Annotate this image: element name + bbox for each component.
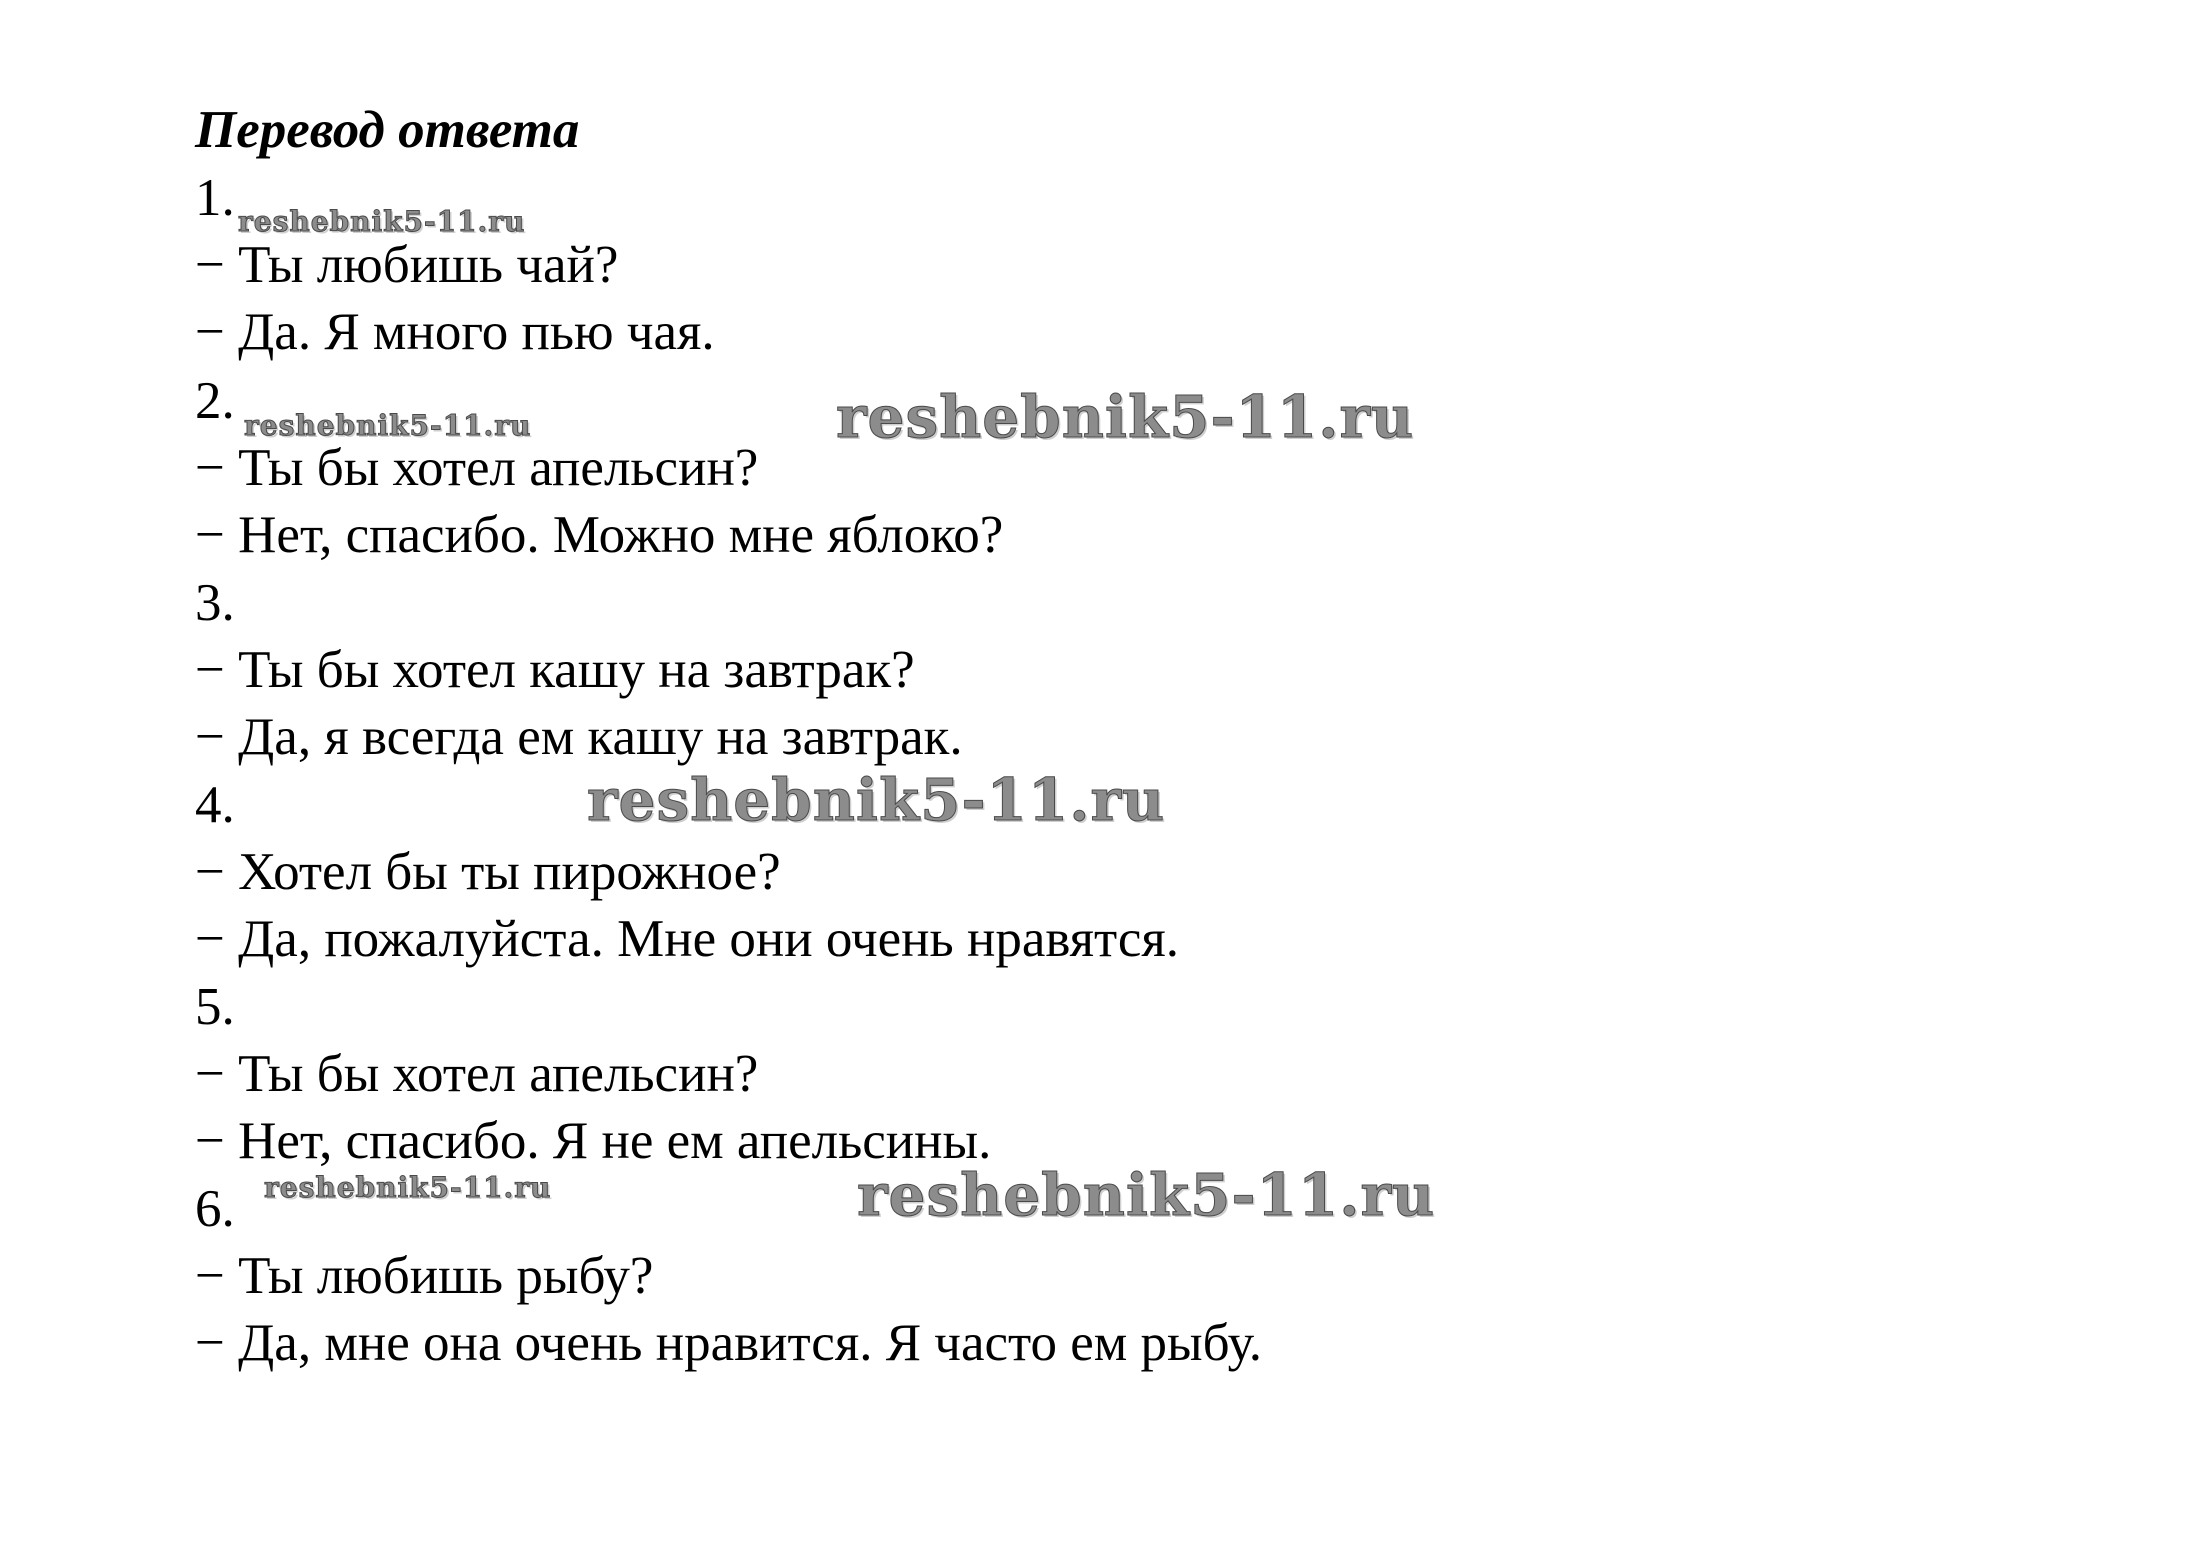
item-number-2: 2. — [195, 372, 235, 430]
item-number-4: 4. — [195, 776, 235, 834]
watermark: reshebnik5-11.ru — [264, 1171, 552, 1204]
dialogue-line: − Хотел бы ты пирожное? — [195, 843, 781, 901]
dialogue-line: − Ты любишь рыбу? — [195, 1247, 654, 1305]
dialogue-line: − Нет, спасибо. Можно мне яблоко? — [195, 506, 1004, 564]
dialogue-line: − Ты любишь чай? — [195, 236, 619, 294]
dialogue-line: − Ты бы хотел апельсин? — [195, 439, 759, 497]
dialogue-line: − Нет, спасибо. Я не ем апельсины. — [195, 1112, 992, 1170]
watermark: reshebnik5-11.ru — [238, 205, 526, 238]
dialogue-line: − Да, я всегда ем кашу на завтрак. — [195, 708, 963, 766]
dialogue-line: − Да. Я много пью чая. — [195, 303, 715, 361]
dialogue-line: − Ты бы хотел кашу на завтрак? — [195, 641, 915, 699]
item-number-1: 1. — [195, 169, 235, 227]
watermark: reshebnik5-11.ru — [587, 766, 1166, 834]
document-title: Перевод ответа — [195, 101, 580, 159]
watermark: reshebnik5-11.ru — [244, 409, 532, 442]
item-number-3: 3. — [195, 574, 235, 632]
dialogue-line: − Да, мне она очень нравится. Я часто ем рыбу. — [195, 1314, 1263, 1372]
watermark: reshebnik5-11.ru — [857, 1161, 1436, 1229]
watermark: reshebnik5-11.ru — [836, 383, 1415, 451]
item-number-6: 6. — [195, 1180, 235, 1238]
item-number-5: 5. — [195, 978, 235, 1036]
dialogue-line: − Да, пожалуйста. Мне они очень нравятся. — [195, 910, 1180, 968]
dialogue-line: − Ты бы хотел апельсин? — [195, 1045, 759, 1103]
